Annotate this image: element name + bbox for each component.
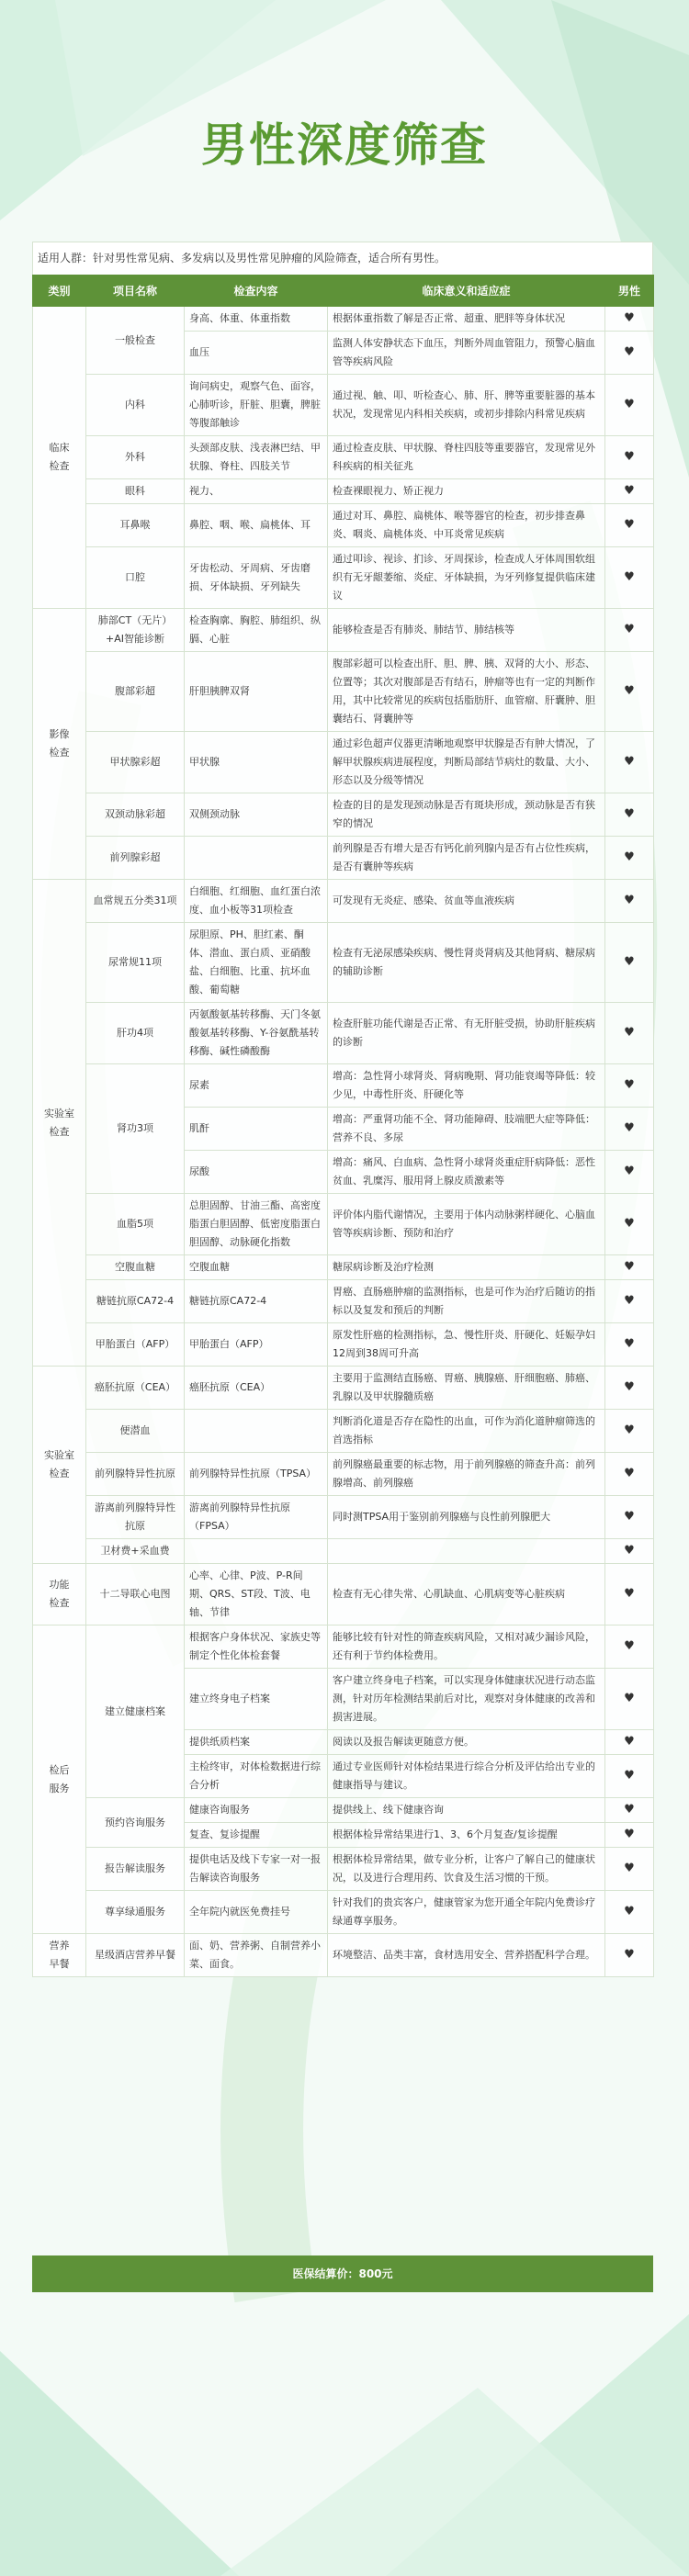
meaning-cell: 增高：痛风、白血病、急性肾小球肾炎重症肝病降低：恶性贫血、乳糜泻、服用肾上腺皮质激素等 bbox=[328, 1151, 605, 1194]
meaning-cell: 主要用于监测结直肠癌、胃癌、胰腺癌、肝细胞癌、肺癌、乳腺以及甲状腺髓质癌 bbox=[328, 1367, 605, 1410]
content-cell: 询问病史，观察气色、面容，心肺听诊，肝脏、胆囊，脾脏等腹部触诊 bbox=[185, 375, 328, 436]
heart-icon: ♥ bbox=[605, 1003, 654, 1064]
item-cell: 预约咨询服务 bbox=[86, 1798, 185, 1848]
category-cell: 功能 检查 bbox=[33, 1564, 86, 1625]
intro-text: 适用人群：针对男性常见病、多发病以及男性常见肿瘤的风险筛查，适合所有男性。 bbox=[32, 242, 653, 275]
content-cell bbox=[185, 837, 328, 880]
item-cell: 腹部彩超 bbox=[86, 652, 185, 732]
heart-icon: ♥ bbox=[605, 652, 654, 732]
item-cell: 尿常规11项 bbox=[86, 923, 185, 1003]
heart-icon: ♥ bbox=[605, 1108, 654, 1151]
col-meaning: 临床意义和适应症 bbox=[328, 276, 605, 307]
meaning-cell: 针对我们的贵宾客户，健康管家为您开通全年院内免费诊疗绿通尊享服务。 bbox=[328, 1891, 605, 1934]
item-cell: 尊享绿通服务 bbox=[86, 1891, 185, 1934]
heart-icon: ♥ bbox=[605, 1934, 654, 1977]
table-row bbox=[33, 793, 654, 837]
content-cell: 面、奶、营养粥、自制营养小菜、面食。 bbox=[185, 1934, 328, 1977]
item-cell: 癌胚抗原（CEA） bbox=[86, 1367, 185, 1410]
meaning-cell bbox=[328, 1539, 605, 1564]
table-row bbox=[33, 375, 654, 436]
item-cell: 甲胎蛋白（AFP） bbox=[86, 1323, 185, 1367]
meaning-cell: 通过彩色超声仪器更清晰地观察甲状腺是否有肿大情况，了解甲状腺疾病进展程度，判断局部结节病灶的数量、大小、形态以及分级等情况 bbox=[328, 732, 605, 793]
content-cell: 游离前列腺特异性抗原（FPSA） bbox=[185, 1496, 328, 1539]
table-row bbox=[33, 609, 654, 652]
heart-icon: ♥ bbox=[605, 732, 654, 793]
heart-icon: ♥ bbox=[605, 1496, 654, 1539]
meaning-cell: 增高：急性肾小球肾炎、肾病晚期、肾功能衰竭等降低：较少见，中毒性肝炎、肝硬化等 bbox=[328, 1064, 605, 1108]
meaning-cell: 通过检查皮肤、甲状腺、脊柱四肢等重要器官，发现常见外科疾病的相关征兆 bbox=[328, 436, 605, 479]
item-cell: 空腹血糖 bbox=[86, 1255, 185, 1280]
heart-icon: ♥ bbox=[605, 1367, 654, 1410]
heart-icon: ♥ bbox=[605, 375, 654, 436]
table-row bbox=[33, 652, 654, 732]
item-cell: 前列腺彩超 bbox=[86, 837, 185, 880]
heart-icon: ♥ bbox=[605, 1891, 654, 1934]
heart-icon: ♥ bbox=[605, 1453, 654, 1496]
content-cell: 全年院内就医免费挂号 bbox=[185, 1891, 328, 1934]
content-cell: 甲状腺 bbox=[185, 732, 328, 793]
content-cell: 健康咨询服务 bbox=[185, 1798, 328, 1823]
content-cell: 建立终身电子档案 bbox=[185, 1669, 328, 1730]
content-cell: 空腹血糖 bbox=[185, 1255, 328, 1280]
table-row bbox=[33, 1194, 654, 1255]
meaning-cell: 增高：严重肾功能不全、肾功能障碍、肢端肥大症等降低：营养不良、多尿 bbox=[328, 1108, 605, 1151]
category-cell: 实验室 检查 bbox=[33, 880, 86, 1367]
item-cell: 双颈动脉彩超 bbox=[86, 793, 185, 837]
heart-icon: ♥ bbox=[605, 1625, 654, 1669]
meaning-cell: 根据体检异常结果进行1、3、6个月复查/复诊提醒 bbox=[328, 1823, 605, 1848]
item-cell: 外科 bbox=[86, 436, 185, 479]
heart-icon: ♥ bbox=[605, 1564, 654, 1625]
content-cell: 糖链抗原CA72-4 bbox=[185, 1280, 328, 1323]
item-cell: 口腔 bbox=[86, 547, 185, 609]
content-cell: 肌酐 bbox=[185, 1108, 328, 1151]
content-cell: 尿胆原、PH、胆红素、酮体、潜血、蛋白质、亚硝酸盐、白细胞、比重、抗坏血酸、葡萄糖 bbox=[185, 923, 328, 1003]
table-row bbox=[33, 504, 654, 547]
content-cell: 提供电话及线下专家一对一报告解读咨询服务 bbox=[185, 1848, 328, 1891]
heart-icon: ♥ bbox=[605, 1539, 654, 1564]
table-row bbox=[33, 880, 654, 923]
item-cell: 星级酒店营养早餐 bbox=[86, 1934, 185, 1977]
table-row bbox=[33, 1453, 654, 1496]
table-row bbox=[33, 1564, 654, 1625]
content-cell: 主检终审，对体检数据进行综合分析 bbox=[185, 1755, 328, 1798]
table-row bbox=[33, 1625, 654, 1669]
item-cell: 糖链抗原CA72-4 bbox=[86, 1280, 185, 1323]
category-cell: 营养 早餐 bbox=[33, 1934, 86, 1977]
table-row bbox=[33, 1891, 654, 1934]
content-cell: 提供纸质档案 bbox=[185, 1730, 328, 1755]
screening-table bbox=[32, 275, 654, 1977]
content-cell: 双侧颈动脉 bbox=[185, 793, 328, 837]
col-content: 检查内容 bbox=[185, 276, 328, 307]
item-cell: 肝功4项 bbox=[86, 1003, 185, 1064]
heart-icon: ♥ bbox=[605, 504, 654, 547]
meaning-cell: 检查肝脏功能代谢是否正常、有无肝脏受损，协助肝脏疾病的诊断 bbox=[328, 1003, 605, 1064]
heart-icon: ♥ bbox=[605, 1280, 654, 1323]
content-cell: 尿素 bbox=[185, 1064, 328, 1108]
table-row bbox=[33, 1848, 654, 1891]
meaning-cell: 通过视、触、叩、听检查心、肺、肝、脾等重要脏器的基本状况，发现常见内科相关疾病，或初步排除内科常见疾病 bbox=[328, 375, 605, 436]
content-cell: 前列腺特异性抗原（TPSA） bbox=[185, 1453, 328, 1496]
meaning-cell: 可发现有无炎症、感染、贫血等血液疾病 bbox=[328, 880, 605, 923]
item-cell: 一般检查 bbox=[86, 307, 185, 375]
heart-icon: ♥ bbox=[605, 479, 654, 504]
item-cell: 游离前列腺特异性抗原 bbox=[86, 1496, 185, 1539]
table-row bbox=[33, 1934, 654, 1977]
heart-icon: ♥ bbox=[605, 1255, 654, 1280]
item-cell: 报告解读服务 bbox=[86, 1848, 185, 1891]
content-cell: 复查、复诊提醒 bbox=[185, 1823, 328, 1848]
heart-icon: ♥ bbox=[605, 1730, 654, 1755]
table-row bbox=[33, 837, 654, 880]
table-row bbox=[33, 1255, 654, 1280]
heart-icon: ♥ bbox=[605, 1064, 654, 1108]
content-cell: 血压 bbox=[185, 332, 328, 375]
heart-icon: ♥ bbox=[605, 837, 654, 880]
heart-icon: ♥ bbox=[605, 1194, 654, 1255]
meaning-cell: 根据体检异常结果，做专业分析，让客户了解自己的健康状况，以及进行合理用药、饮食及生活习惯的干预。 bbox=[328, 1848, 605, 1891]
meaning-cell: 通过专业医师针对体检结果进行综合分析及评估给出专业的健康指导与建议。 bbox=[328, 1755, 605, 1798]
meaning-cell: 胃癌、直肠癌肿瘤的监测指标，也是可作为治疗后随访的指标以及复发和预后的判断 bbox=[328, 1280, 605, 1323]
meaning-cell: 前列腺是否有增大是否有钙化前列腺内是否有占位性疾病，是否有囊肿等疾病 bbox=[328, 837, 605, 880]
heart-icon: ♥ bbox=[605, 307, 654, 332]
meaning-cell: 通过对耳、鼻腔、扁桃体、喉等器官的检查，初步排查鼻炎、咽炎、扁桃体炎、中耳炎常见疾病 bbox=[328, 504, 605, 547]
item-cell: 十二导联心电图 bbox=[86, 1564, 185, 1625]
table-row bbox=[33, 1496, 654, 1539]
table-row bbox=[33, 1003, 654, 1064]
content-cell: 肝胆胰脾双肾 bbox=[185, 652, 328, 732]
heart-icon: ♥ bbox=[605, 923, 654, 1003]
item-cell: 肺部CT（无片）+AI智能诊断 bbox=[86, 609, 185, 652]
content-cell: 总胆固醇、甘油三酯、高密度脂蛋白胆固醇、低密度脂蛋白胆固醇、动脉硬化指数 bbox=[185, 1194, 328, 1255]
table-row bbox=[33, 1280, 654, 1323]
col-category: 类别 bbox=[33, 276, 86, 307]
page-title: 男性深度筛查 bbox=[201, 118, 488, 172]
item-cell: 前列腺特异性抗原 bbox=[86, 1453, 185, 1496]
meaning-cell: 检查裸眼视力、矫正视力 bbox=[328, 479, 605, 504]
item-cell: 耳鼻喉 bbox=[86, 504, 185, 547]
table-row bbox=[33, 1798, 654, 1823]
table-row bbox=[33, 1323, 654, 1367]
table-row bbox=[33, 1539, 654, 1564]
heart-icon: ♥ bbox=[605, 1410, 654, 1453]
table-row bbox=[33, 1064, 654, 1108]
content-cell: 根据客户身体状况、家族史等制定个性化体检套餐 bbox=[185, 1625, 328, 1669]
item-cell: 血常规五分类31项 bbox=[86, 880, 185, 923]
col-item: 项目名称 bbox=[86, 276, 185, 307]
meaning-cell: 原发性肝癌的检测指标，急、慢性肝炎、肝硬化、妊娠孕妇12周到38周可升高 bbox=[328, 1323, 605, 1367]
content-cell: 牙齿松动、牙周病、牙齿磨损、牙体缺损、牙列缺失 bbox=[185, 547, 328, 609]
content-cell: 心率、心律、P波、P-R间期、QRS、ST段、T波、电轴、节律 bbox=[185, 1564, 328, 1625]
meaning-cell: 糖尿病诊断及治疗检测 bbox=[328, 1255, 605, 1280]
total-price: 医保结算价：800元 bbox=[32, 2255, 653, 2292]
heart-icon: ♥ bbox=[605, 547, 654, 609]
meaning-cell: 能够比较有针对性的筛查疾病风险，又相对减少漏诊风险，还有利于节约体检费用。 bbox=[328, 1625, 605, 1669]
content-cell: 白细胞、红细胞、血红蛋白浓度、血小板等31项检查 bbox=[185, 880, 328, 923]
meaning-cell: 环境整洁、品类丰富，食材选用安全、营养搭配科学合理。 bbox=[328, 1934, 605, 1977]
meaning-cell: 同时测TPSA用于鉴别前列腺癌与良性前列腺肥大 bbox=[328, 1496, 605, 1539]
meaning-cell: 检查有无泌尿感染疾病、慢性肾炎肾病及其他肾病、糖尿病的辅助诊断 bbox=[328, 923, 605, 1003]
heart-icon: ♥ bbox=[605, 1755, 654, 1798]
meaning-cell: 检查有无心律失常、心肌缺血、心肌病变等心脏疾病 bbox=[328, 1564, 605, 1625]
content-cell: 癌胚抗原（CEA） bbox=[185, 1367, 328, 1410]
heart-icon: ♥ bbox=[605, 1151, 654, 1194]
table-row bbox=[33, 479, 654, 504]
meaning-cell: 通过叩诊、视诊、扪诊、牙周探诊，检查成人牙体周围软组织有无牙龈萎缩、炎症、牙体缺损，为牙列修复提供临床建议 bbox=[328, 547, 605, 609]
content-cell bbox=[185, 1539, 328, 1564]
col-male: 男性 bbox=[605, 276, 654, 307]
meaning-cell: 客户建立终身电子档案，可以实现身体健康状况进行动态监测，针对历年检测结果前后对比，观察对身体健康的改善和损害进展。 bbox=[328, 1669, 605, 1730]
category-cell: 临床 检查 bbox=[33, 307, 86, 609]
item-cell: 血脂5项 bbox=[86, 1194, 185, 1255]
meaning-cell: 能够检查是否有肺炎、肺结节、肺结核等 bbox=[328, 609, 605, 652]
content-cell: 身高、体重、体重指数 bbox=[185, 307, 328, 332]
content-cell: 丙氨酸氨基转移酶、天门冬氨酸氨基转移酶、Y-谷氨酰基转移酶、碱性磷酸酶 bbox=[185, 1003, 328, 1064]
table-row bbox=[33, 436, 654, 479]
content-cell: 甲胎蛋白（AFP） bbox=[185, 1323, 328, 1367]
heart-icon: ♥ bbox=[605, 1669, 654, 1730]
table-row bbox=[33, 307, 654, 332]
table-row bbox=[33, 923, 654, 1003]
content-cell: 鼻腔、咽、喉、扁桃体、耳 bbox=[185, 504, 328, 547]
content-cell: 检查胸廓、胸腔、肺组织、纵膈、心脏 bbox=[185, 609, 328, 652]
heart-icon: ♥ bbox=[605, 1323, 654, 1367]
heart-icon: ♥ bbox=[605, 1798, 654, 1823]
meaning-cell: 提供线上、线下健康咨询 bbox=[328, 1798, 605, 1823]
heart-icon: ♥ bbox=[605, 1823, 654, 1848]
meaning-cell: 评价体内脂代谢情况，主要用于体内动脉粥样硬化、心脑血管等疾病诊断、预防和治疗 bbox=[328, 1194, 605, 1255]
category-cell: 影像 检查 bbox=[33, 609, 86, 880]
table-row bbox=[33, 1367, 654, 1410]
heart-icon: ♥ bbox=[605, 880, 654, 923]
meaning-cell: 腹部彩超可以检查出肝、胆、脾、胰、双肾的大小、形态、位置等；其次对腹部是否有结石，肿瘤等也有一定的判断作用，其中比较常见的疾病包括脂肪肝、血管瘤、肝囊肿、胆囊结石、肾囊肿等 bbox=[328, 652, 605, 732]
item-cell: 卫材费+采血费 bbox=[86, 1539, 185, 1564]
table-row bbox=[33, 547, 654, 609]
item-cell: 便潜血 bbox=[86, 1410, 185, 1453]
meaning-cell: 判断消化道是否存在隐性的出血，可作为消化道肿瘤筛选的首选指标 bbox=[328, 1410, 605, 1453]
item-cell: 建立健康档案 bbox=[86, 1625, 185, 1798]
table-header-row bbox=[33, 276, 654, 307]
meaning-cell: 根据体重指数了解是否正常、超重、肥胖等身体状况 bbox=[328, 307, 605, 332]
meaning-cell: 检查的目的是发现颈动脉是否有斑块形成，颈动脉是否有狭窄的情况 bbox=[328, 793, 605, 837]
content-cell: 视力、 bbox=[185, 479, 328, 504]
heart-icon: ♥ bbox=[605, 332, 654, 375]
heart-icon: ♥ bbox=[605, 1848, 654, 1891]
table-row bbox=[33, 732, 654, 793]
table-row bbox=[33, 1410, 654, 1453]
meaning-cell: 前列腺癌最重要的标志物，用于前列腺癌的筛查升高：前列腺增高、前列腺癌 bbox=[328, 1453, 605, 1496]
category-cell: 检后 服务 bbox=[33, 1625, 86, 1934]
meaning-cell: 阅读以及报告解读更随意方便。 bbox=[328, 1730, 605, 1755]
item-cell: 内科 bbox=[86, 375, 185, 436]
item-cell: 眼科 bbox=[86, 479, 185, 504]
content-cell: 头颈部皮肤、浅表淋巴结、甲状腺、脊柱、四肢关节 bbox=[185, 436, 328, 479]
heart-icon: ♥ bbox=[605, 436, 654, 479]
heart-icon: ♥ bbox=[605, 609, 654, 652]
heart-icon: ♥ bbox=[605, 793, 654, 837]
meaning-cell: 监测人体安静状态下血压，判断外周血管阻力，预警心脑血管等疾病风险 bbox=[328, 332, 605, 375]
content-cell bbox=[185, 1410, 328, 1453]
category-cell: 实验室 检查 bbox=[33, 1367, 86, 1564]
content-cell: 尿酸 bbox=[185, 1151, 328, 1194]
item-cell: 肾功3项 bbox=[86, 1064, 185, 1194]
item-cell: 甲状腺彩超 bbox=[86, 732, 185, 793]
